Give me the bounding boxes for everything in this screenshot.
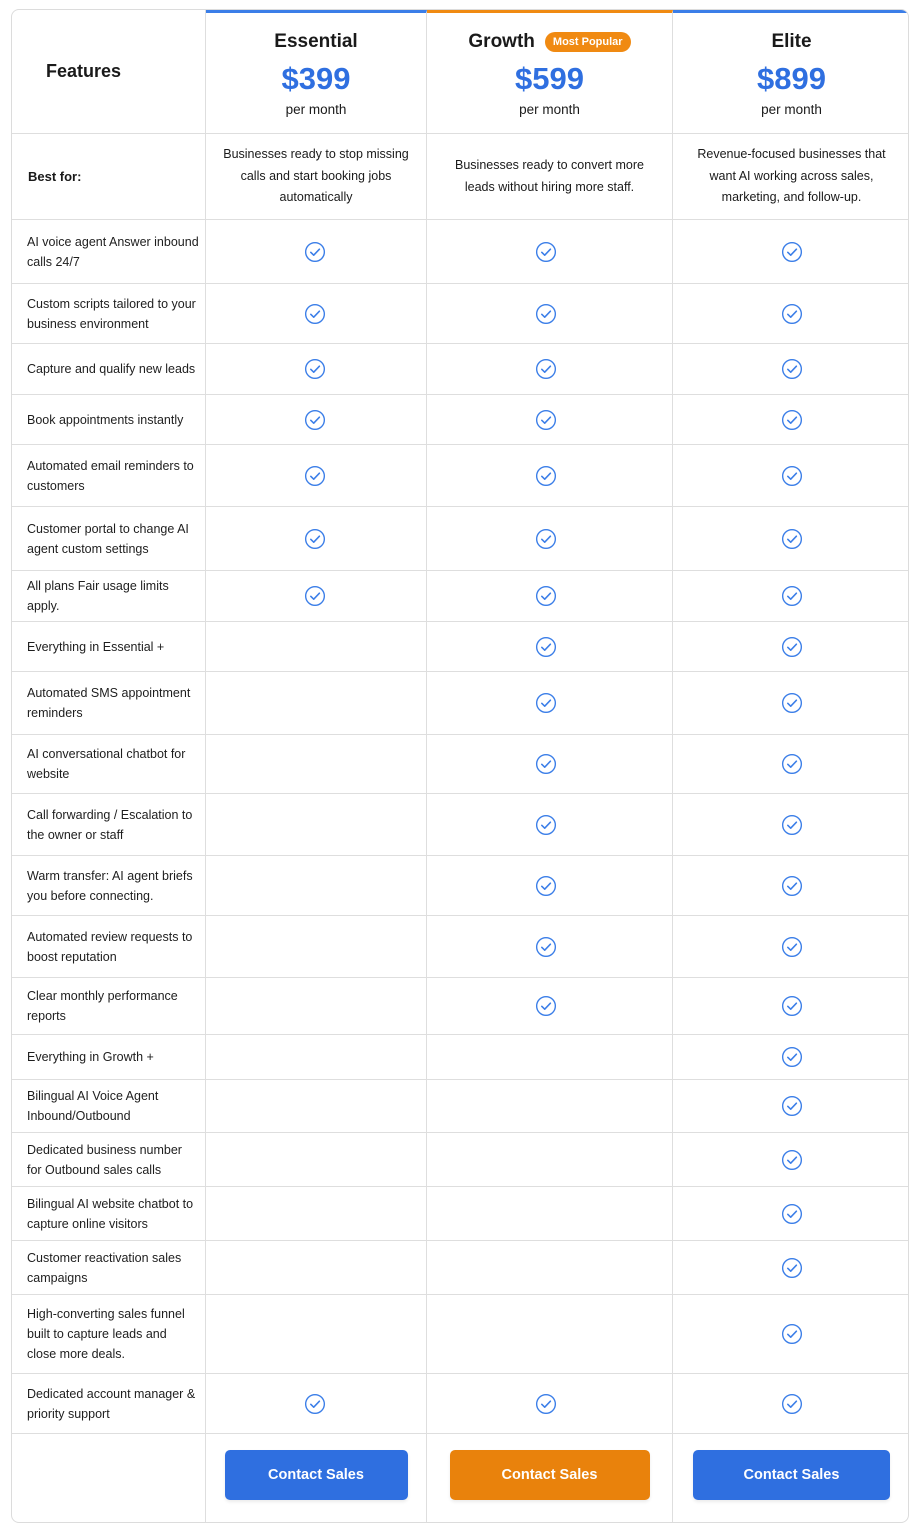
best-for-label-text: Best for: [28, 169, 82, 184]
feature-cell-essential [206, 1241, 427, 1295]
plan-name-row [771, 29, 811, 55]
plan-name: Growth [468, 31, 535, 52]
feature-cell-elite [673, 1374, 909, 1434]
plan-price: $399 [281, 61, 351, 96]
feature-label-text: Capture and qualify new leads [27, 362, 196, 376]
feature-cell-growth [427, 571, 673, 622]
features-header [12, 10, 206, 134]
feature-cell-elite [673, 571, 909, 622]
feature-label [12, 220, 206, 284]
check-circle-icon [535, 409, 557, 431]
check-circle-icon [535, 585, 557, 607]
feature-cell-elite [673, 395, 909, 445]
feature-cell-essential [206, 507, 427, 571]
feature-cell-growth [427, 284, 673, 344]
feature-cell-elite [673, 507, 909, 571]
check-circle-icon [781, 1257, 803, 1279]
feature-cell-elite [673, 445, 909, 507]
feature-label [12, 1295, 206, 1374]
check-circle-icon [781, 995, 803, 1017]
check-circle-icon [535, 528, 557, 550]
feature-cell-elite [673, 916, 909, 978]
plan-period: per month [285, 102, 347, 117]
check-circle-icon [304, 465, 326, 487]
best-for-text: Revenue-focused businesses that want AI working across sales, marketing, and follow-up. [697, 146, 886, 205]
feature-cell-growth [427, 445, 673, 507]
best-for-growth [427, 134, 673, 220]
check-circle-icon [781, 636, 803, 658]
check-circle-icon [781, 692, 803, 714]
feature-label-text: Customer reactivation sales campaigns [27, 1250, 182, 1285]
feature-label-text: High-converting sales funnel built to capture leads and close more deals. [27, 1307, 185, 1361]
feature-cell-elite [673, 735, 909, 794]
cta-spacer [12, 1434, 206, 1523]
feature-label [12, 978, 206, 1035]
feature-cell-essential [206, 622, 427, 672]
check-circle-icon [781, 1046, 803, 1068]
check-circle-icon [781, 528, 803, 550]
feature-cell-growth [427, 672, 673, 735]
feature-label-text: Warm transfer: AI agent briefs you before connecting. [27, 868, 193, 903]
plan-header-elite [673, 10, 909, 134]
check-circle-icon [535, 241, 557, 263]
feature-cell-elite [673, 672, 909, 735]
feature-cell-growth [427, 395, 673, 445]
feature-cell-elite [673, 284, 909, 344]
feature-cell-growth [427, 916, 673, 978]
check-circle-icon [304, 409, 326, 431]
feature-label [12, 395, 206, 445]
most-popular-badge: Most Popular [545, 32, 631, 52]
plan-period: per month [761, 102, 822, 117]
feature-label-text: Automated SMS appointment reminders [27, 686, 191, 720]
plan-name-row [468, 29, 630, 55]
check-circle-icon [781, 409, 803, 431]
plan-period: per month [519, 102, 580, 117]
feature-cell-growth [427, 735, 673, 794]
feature-label [12, 735, 206, 794]
feature-cell-elite [673, 1035, 909, 1080]
feature-label-text: Bilingual AI Voice Agent Inbound/Outbound [27, 1089, 159, 1123]
check-circle-icon [781, 1095, 803, 1117]
check-circle-icon [781, 303, 803, 325]
feature-cell-growth [427, 794, 673, 856]
check-circle-icon [781, 814, 803, 836]
feature-cell-elite [673, 1241, 909, 1295]
check-circle-icon [781, 875, 803, 897]
feature-cell-essential [206, 735, 427, 794]
best-for-text: Businesses ready to convert more leads without hiring more staff. [455, 157, 644, 194]
feature-cell-essential [206, 220, 427, 284]
check-circle-icon [535, 875, 557, 897]
feature-cell-elite [673, 1187, 909, 1241]
check-circle-icon [781, 1393, 803, 1415]
feature-label-text: Dedicated business number for Outbound sales calls [27, 1142, 182, 1177]
feature-label [12, 445, 206, 507]
check-circle-icon [781, 465, 803, 487]
cta-cell-elite [673, 1434, 909, 1523]
feature-label-text: Call forwarding / Escalation to the owner or staff [27, 807, 193, 842]
feature-cell-essential [206, 672, 427, 735]
check-circle-icon [535, 692, 557, 714]
feature-cell-growth [427, 1241, 673, 1295]
feature-cell-elite [673, 1080, 909, 1133]
feature-label [12, 622, 206, 672]
feature-label-text: AI voice agent Answer inbound calls 24/7 [27, 234, 199, 269]
check-circle-icon [535, 753, 557, 775]
cta-cell-essential [206, 1434, 427, 1523]
check-circle-icon [535, 936, 557, 958]
feature-cell-growth [427, 344, 673, 395]
feature-cell-essential [206, 978, 427, 1035]
feature-cell-essential [206, 1133, 427, 1187]
feature-label-text: Dedicated account manager & priority support [27, 1386, 196, 1421]
feature-label [12, 794, 206, 856]
best-for-essential [206, 134, 427, 220]
check-circle-icon [535, 465, 557, 487]
plan-header-essential [206, 10, 427, 134]
feature-cell-growth [427, 1187, 673, 1241]
feature-label-text: AI conversational chatbot for website [27, 747, 186, 781]
feature-label [12, 1374, 206, 1434]
check-circle-icon [535, 1393, 557, 1415]
feature-label-text: Custom scripts tailored to your business environment [27, 296, 196, 331]
check-circle-icon [535, 636, 557, 658]
feature-label [12, 672, 206, 735]
contact-sales-button-growth[interactable]: Contact Sales [450, 1450, 650, 1500]
feature-label [12, 1080, 206, 1133]
feature-cell-essential [206, 1374, 427, 1434]
feature-label-text: Automated email reminders to customers [27, 458, 194, 493]
check-circle-icon [781, 1149, 803, 1171]
feature-cell-essential [206, 916, 427, 978]
feature-cell-growth [427, 1133, 673, 1187]
feature-cell-elite [673, 978, 909, 1035]
check-circle-icon [304, 358, 326, 380]
check-circle-icon [781, 585, 803, 607]
feature-label [12, 507, 206, 571]
feature-cell-growth [427, 1035, 673, 1080]
feature-cell-elite [673, 1295, 909, 1374]
feature-cell-growth [427, 220, 673, 284]
check-circle-icon [535, 995, 557, 1017]
plan-name-row [274, 29, 357, 55]
check-circle-icon [781, 358, 803, 380]
feature-label-text: Everything in Growth + [27, 1050, 154, 1064]
check-circle-icon [304, 585, 326, 607]
feature-cell-essential [206, 1187, 427, 1241]
feature-label [12, 571, 206, 622]
feature-cell-essential [206, 395, 427, 445]
feature-cell-essential [206, 1080, 427, 1133]
feature-label-text: Automated review requests to boost reputation [27, 929, 193, 964]
feature-cell-elite [673, 220, 909, 284]
feature-label-text: Book appointments instantly [27, 412, 184, 427]
check-circle-icon [781, 936, 803, 958]
feature-label-text: Everything in Essential + [27, 639, 165, 654]
feature-cell-growth [427, 1374, 673, 1434]
feature-cell-growth [427, 507, 673, 571]
feature-label [12, 344, 206, 395]
feature-label-text: Customer portal to change AI agent custom settings [27, 521, 189, 556]
feature-cell-essential [206, 856, 427, 916]
pricing-table [11, 9, 909, 1523]
feature-cell-elite [673, 856, 909, 916]
feature-cell-essential [206, 344, 427, 395]
check-circle-icon [781, 753, 803, 775]
feature-cell-growth [427, 622, 673, 672]
feature-cell-elite [673, 1133, 909, 1187]
feature-label-text: Bilingual AI website chatbot to capture online visitors [27, 1196, 194, 1231]
check-circle-icon [781, 1323, 803, 1345]
feature-cell-elite [673, 794, 909, 856]
feature-cell-elite [673, 622, 909, 672]
check-circle-icon [781, 241, 803, 263]
feature-label-text: All plans Fair usage limits apply. [27, 579, 169, 613]
feature-cell-growth [427, 856, 673, 916]
plan-name: Essential [274, 31, 358, 52]
feature-cell-essential [206, 445, 427, 507]
feature-cell-essential [206, 1295, 427, 1374]
feature-cell-essential [206, 284, 427, 344]
feature-label [12, 284, 206, 344]
best-for-text: Businesses ready to stop missing calls and start booking jobs automatically [223, 146, 409, 205]
check-circle-icon [535, 303, 557, 325]
feature-label [12, 1241, 206, 1295]
feature-cell-essential [206, 571, 427, 622]
feature-label [12, 1035, 206, 1080]
feature-cell-essential [206, 794, 427, 856]
plan-price: $899 [757, 61, 826, 96]
check-circle-icon [304, 303, 326, 325]
feature-cell-essential [206, 1035, 427, 1080]
best-for-elite [673, 134, 909, 220]
contact-sales-button-essential[interactable]: Contact Sales [225, 1450, 408, 1500]
features-label: Features [46, 61, 122, 81]
feature-cell-elite [673, 344, 909, 395]
feature-label-text: Clear monthly performance reports [27, 989, 178, 1023]
plan-name: Elite [771, 31, 812, 52]
check-circle-icon [535, 358, 557, 380]
contact-sales-button-elite[interactable]: Contact Sales [693, 1450, 890, 1500]
feature-label [12, 1187, 206, 1241]
feature-label [12, 1133, 206, 1187]
plan-price: $599 [515, 61, 584, 96]
best-for-label [12, 134, 206, 220]
feature-cell-growth [427, 978, 673, 1035]
feature-label [12, 916, 206, 978]
plan-header-growth [427, 10, 673, 134]
cta-cell-growth [427, 1434, 673, 1523]
check-circle-icon [304, 1393, 326, 1415]
feature-cell-growth [427, 1295, 673, 1374]
check-circle-icon [304, 528, 326, 550]
feature-cell-growth [427, 1080, 673, 1133]
check-circle-icon [304, 241, 326, 263]
feature-label [12, 856, 206, 916]
check-circle-icon [781, 1203, 803, 1225]
check-circle-icon [535, 814, 557, 836]
